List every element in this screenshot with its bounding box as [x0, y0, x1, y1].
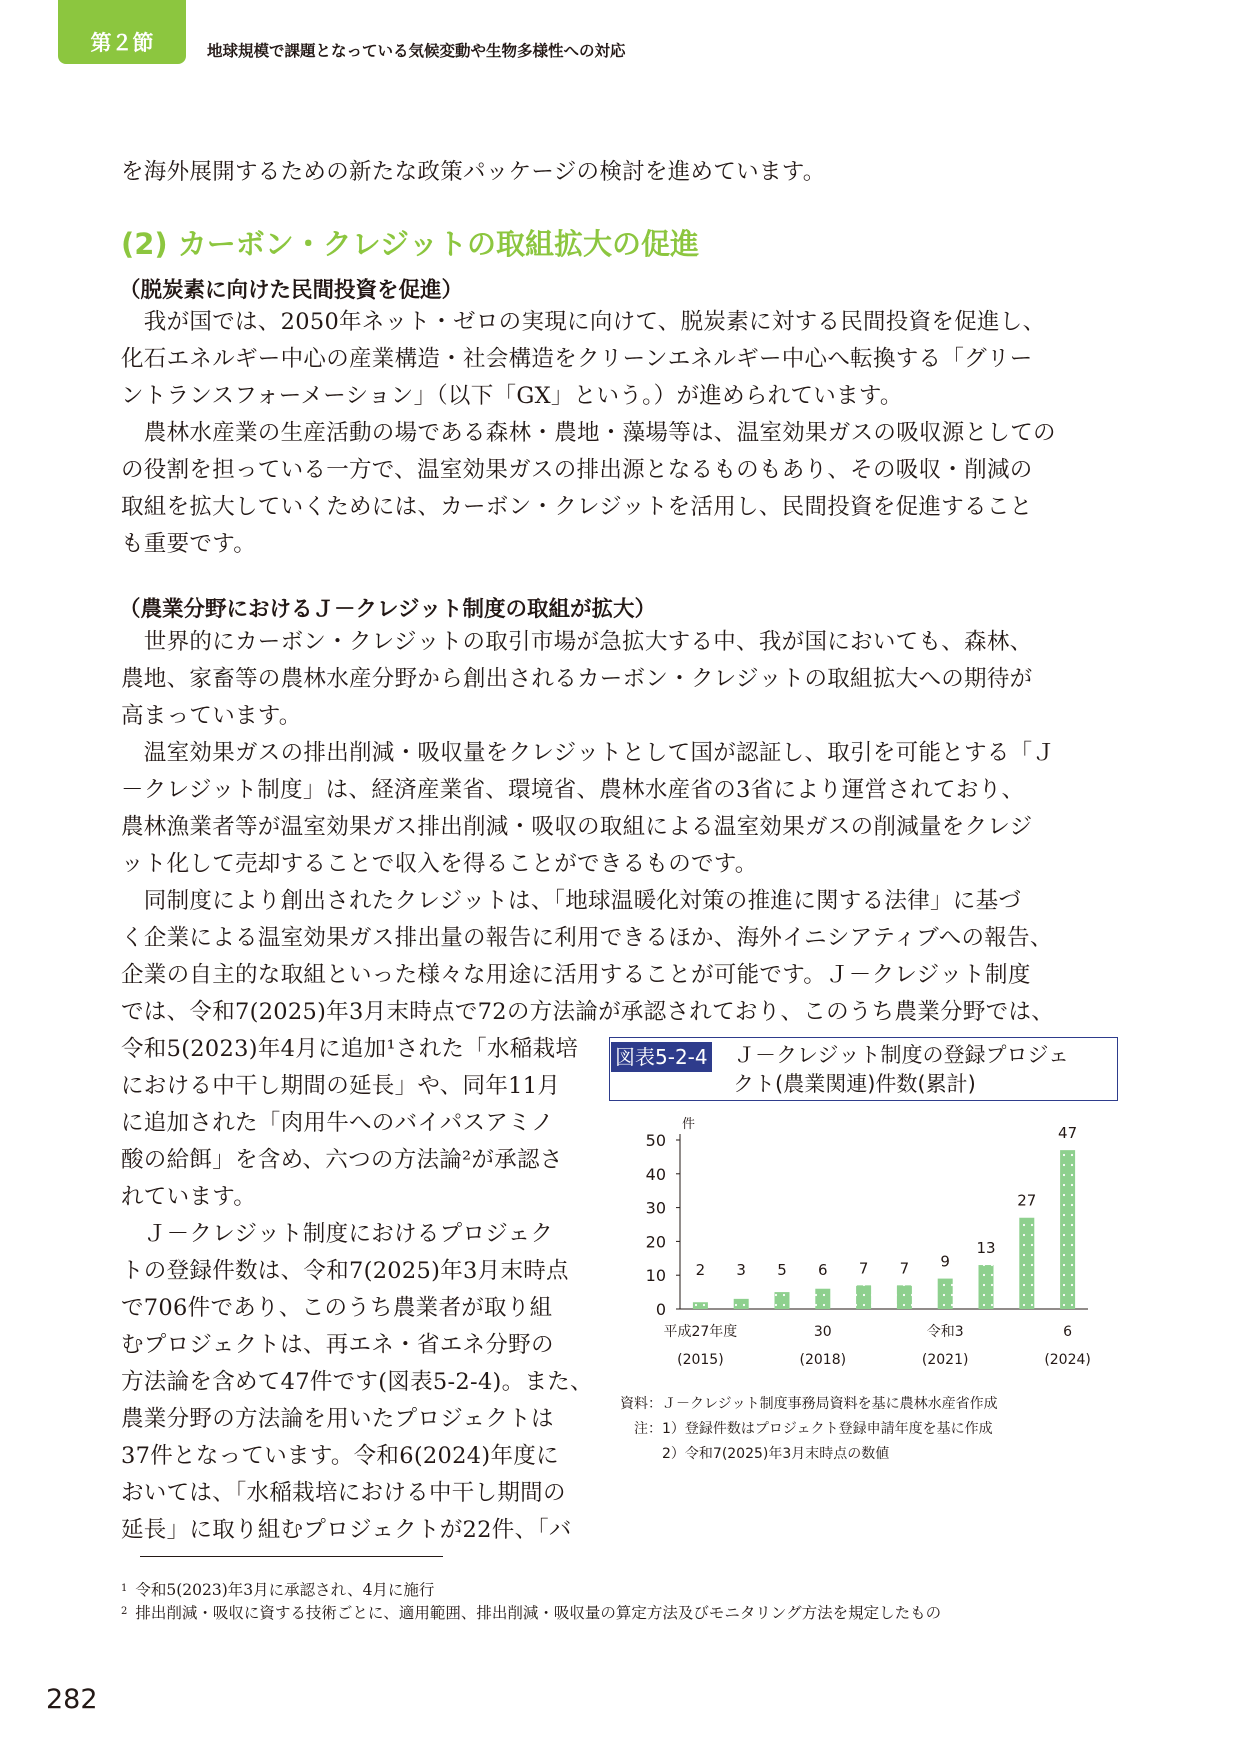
y-tick-label: 0: [655, 1300, 666, 1319]
bar: [815, 1289, 830, 1309]
bar: [1019, 1218, 1034, 1309]
section-tab: 第２節: [58, 0, 186, 64]
bar-value-label: 9: [940, 1252, 950, 1271]
text-line: 農地、家畜等の農林水産分野から創出されるカーボン・クレジットの取組拡大への期待が: [121, 666, 1033, 692]
text-line: 同制度により創出されたクレジットは、「地球温暖化対策の推進に関する法律」に基づ: [121, 888, 1022, 914]
text-line: における中干し期間の延長」や、同年11月: [121, 1073, 561, 1099]
bar-value-label: 7: [858, 1259, 869, 1278]
figure-title: [734, 1041, 1069, 1099]
x-tick-label: 6: [1063, 1324, 1073, 1340]
text-line: むプロジェクトは、再エネ・省エネ分野の: [121, 1332, 554, 1358]
text-line: では、令和7(2025)年3月末時点で72の方法論が承認されており、このうち農業分野では、: [121, 999, 1055, 1025]
text-line: おいては、「水稲栽培における中干し期間の: [121, 1480, 566, 1506]
paragraph-continued: [121, 154, 826, 191]
figure-source-notes: [620, 1392, 998, 1467]
text-line: 方法論を含めて47件です(図表5-2-4)。また、: [121, 1369, 593, 1395]
bar-value-label: 3: [736, 1261, 746, 1280]
x-tick-label: (2024): [1044, 1352, 1091, 1368]
text-line: 温室効果ガスの排出削減・吸収量をクレジットとして国が認証し、取引を可能とする「Ｊ: [121, 740, 1056, 766]
text-line: を海外展開するための新たな政策パッケージの検討を進めています。: [121, 159, 826, 185]
bar: [856, 1285, 871, 1309]
bar-value-label: 27: [1017, 1191, 1037, 1210]
section-heading: (2) カーボン・クレジットの取組拡大の促進: [121, 227, 700, 261]
footnote: [121, 1601, 941, 1624]
x-tick-label: 平成27年度: [663, 1324, 738, 1340]
text-line: ット化して売却することで収入を得ることができるものです。: [121, 851, 758, 877]
note-line: 注：1）登録件数はプロジェクト登録申請年度を基に作成: [620, 1421, 993, 1437]
subsection-heading-1: （脱炭素に向けた民間投資を促進）: [119, 278, 464, 303]
text-line: 我が国では、2050年ネット・ゼロの実現に向けて、脱炭素に対する民間投資を促進し、: [121, 309, 1046, 335]
bar-value-label: 13: [976, 1239, 996, 1258]
text-line: 化石エネルギー中心の産業構造・社会構造をクリーンエネルギー中心へ転換する「グリー: [121, 346, 1033, 372]
text-line: ントランスフォーメーション」（以下「GX」という。）が進められています。: [121, 383, 903, 409]
bar-value-label: 5: [777, 1261, 787, 1280]
subsection-2-body: [121, 624, 1055, 1031]
bar-value-label: 2: [695, 1261, 706, 1280]
text-line: 37件となっています。令和6(2024)年度に: [121, 1443, 559, 1469]
text-line: 農林水産業の生産活動の場である森林・農地・藻場等は、温室効果ガスの吸収源としての: [121, 420, 1056, 446]
text-line: 酸の給餌」を含め、六つの方法論²が承認さ: [121, 1147, 563, 1173]
y-tick-label: 10: [645, 1266, 666, 1286]
bar: [897, 1285, 912, 1309]
text-line: 延長」に取り組むプロジェクトが22件、「バ: [121, 1517, 572, 1543]
subsection-heading-2: （農業分野におけるＪ－クレジット制度の取組が拡大）: [119, 597, 656, 622]
footnotes: [121, 1578, 941, 1624]
text-line: の役割を担っている一方で、温室効果ガスの排出源となるものもあり、その吸収・削減の: [121, 457, 1033, 483]
footnote-text: 排出削減・吸収に資する技術ごとに、適用範囲、排出削減・吸収量の算定方法及びモニタリング方法を規定したもの: [135, 1604, 942, 1622]
source-line: 資料：Ｊ－クレジット制度事務局資料を基に農林水産省作成: [620, 1396, 998, 1412]
bar: [938, 1279, 953, 1309]
text-line: トの登録件数は、令和7(2025)年3月末時点: [121, 1258, 569, 1284]
x-tick-label: (2018): [799, 1352, 847, 1368]
y-axis-unit: 件: [682, 1117, 696, 1132]
bar-chart: [620, 1110, 1100, 1380]
figure-title-line: Ｊ－クレジット制度の登録プロジェ: [734, 1043, 1070, 1067]
text-line: で706件であり、このうち農業者が取り組: [121, 1295, 553, 1321]
x-tick-label: 30: [813, 1324, 832, 1340]
page-number: 282: [46, 1684, 98, 1715]
bar: [693, 1302, 708, 1309]
footnote-divider: [140, 1556, 443, 1557]
subsection-1-body: [121, 304, 1056, 563]
bar: [979, 1265, 994, 1309]
x-tick-label: (2021): [921, 1352, 969, 1368]
footnote: [121, 1578, 941, 1601]
text-line: 取組を拡大していくためには、カーボン・クレジットを活用し、民間投資を促進すること: [121, 494, 1033, 520]
text-line: 高まっています。: [121, 703, 302, 729]
text-line: 農林漁業者等が温室効果ガス排出削減・吸収の取組による温室効果ガスの削減量をクレジ: [121, 814, 1033, 840]
note-line: 2）令和7(2025)年3月末時点の数値: [620, 1446, 890, 1462]
bar-value-label: 7: [899, 1259, 910, 1278]
y-tick-label: 40: [645, 1164, 666, 1184]
text-line: 企業の自主的な取組といった様々な用途に活用することが可能です。Ｊ－クレジット制度: [121, 962, 1031, 988]
text-line: －クレジット制度」は、経済産業省、環境省、農林水産省の3省により運営されており、: [121, 777, 1025, 803]
bar: [734, 1299, 749, 1309]
x-tick-label: 令和3: [926, 1324, 964, 1340]
x-tick-label: (2015): [677, 1352, 724, 1368]
figure-label: 図表5-2-4: [611, 1042, 712, 1072]
text-line: Ｊ－クレジット制度におけるプロジェク: [121, 1221, 554, 1247]
text-line: 令和5(2023)年4月に追加¹された「水稲栽培: [121, 1036, 579, 1062]
figure-title-line: クト(農業関連)件数(累計): [733, 1072, 976, 1096]
bar-value-label: 6: [818, 1261, 828, 1280]
text-line: も重要です。: [121, 531, 257, 557]
text-line: に追加された「肉用牛へのバイパスアミノ: [121, 1110, 554, 1136]
footnote-mark: 2: [121, 1606, 128, 1617]
bar: [775, 1292, 790, 1309]
figure-title-box: [609, 1037, 1118, 1101]
bar: [1060, 1150, 1075, 1309]
y-tick-label: 50: [645, 1131, 666, 1150]
text-line: 農業分野の方法論を用いたプロジェクトは: [121, 1406, 554, 1432]
bar-value-label: 47: [1058, 1124, 1078, 1143]
text-line: く企業による温室効果ガス排出量の報告に利用できるほか、海外イニシアティブへの報告、: [121, 925, 1053, 951]
y-tick-label: 30: [645, 1198, 666, 1218]
left-column-body: [121, 1031, 593, 1549]
chapter-title: 地球規模で課題となっている気候変動や生物多様性への対応: [207, 42, 626, 60]
footnote-text: 令和5(2023)年3月に承認され、4月に施行: [135, 1581, 435, 1599]
footnote-mark: 1: [121, 1583, 128, 1594]
text-line: 世界的にカーボン・クレジットの取引市場が急拡大する中、我が国においても、森林、: [121, 629, 1033, 655]
text-line: れています。: [121, 1184, 257, 1210]
y-tick-label: 20: [645, 1232, 666, 1252]
